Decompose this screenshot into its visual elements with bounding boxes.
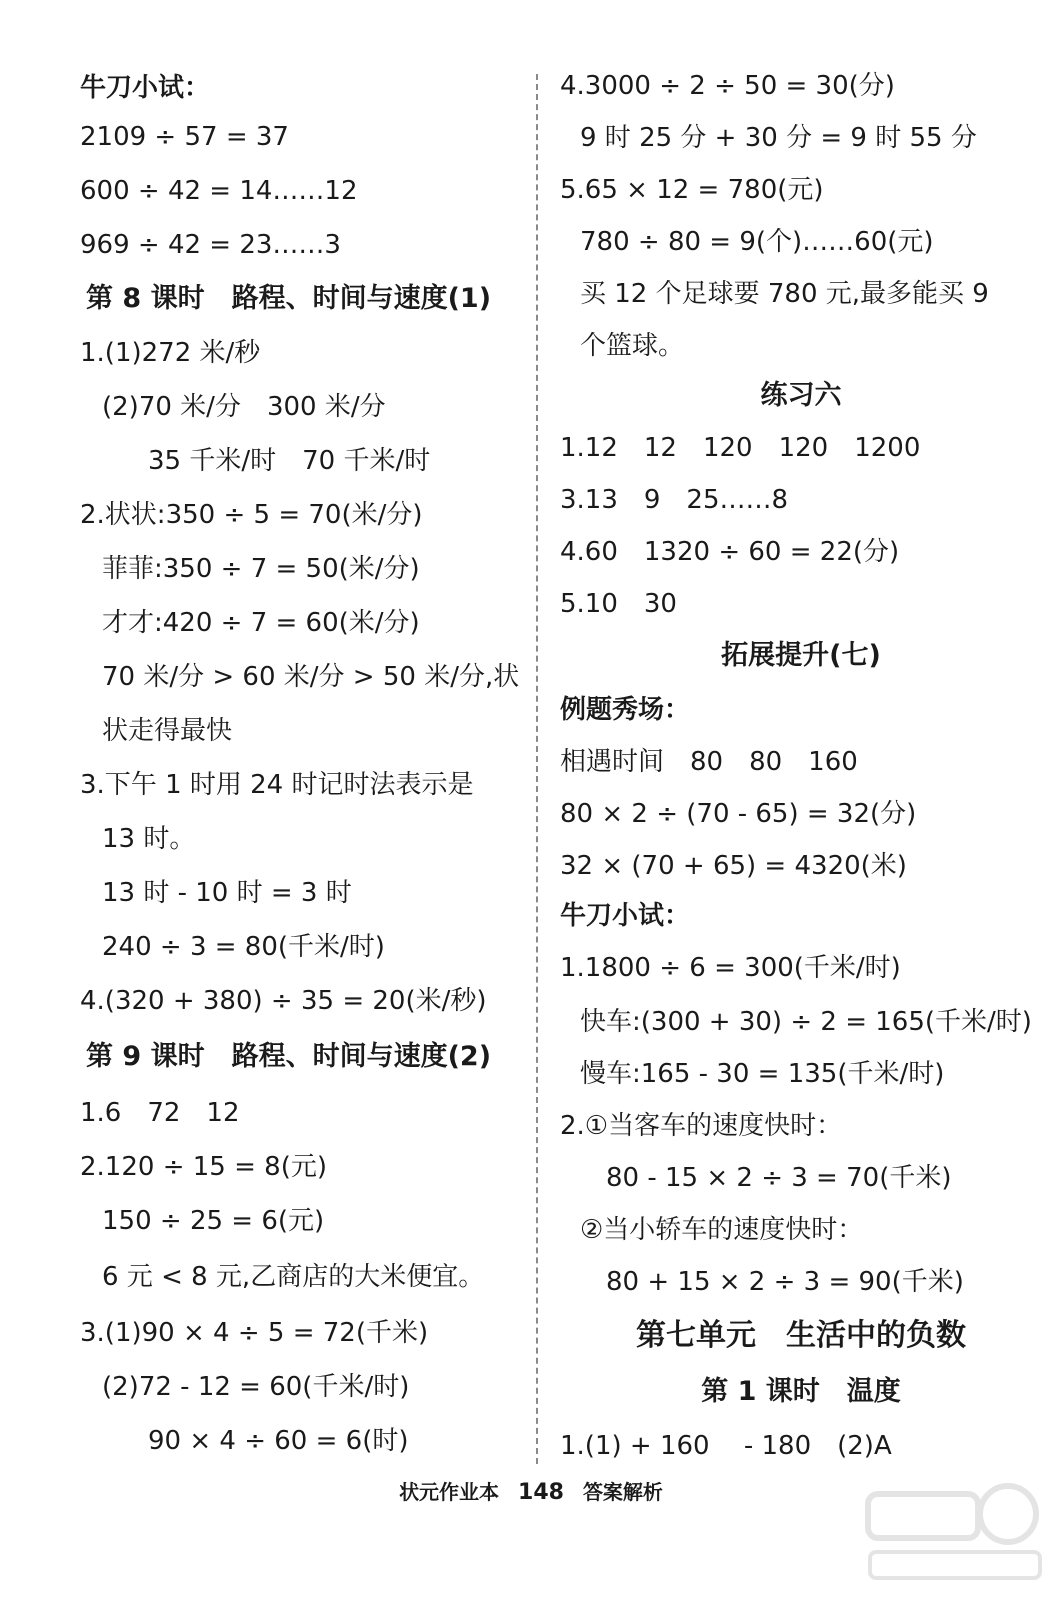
answer-line: 1.1800 ÷ 6 = 300(千米/时) <box>560 953 901 983</box>
watermark-logo <box>858 1476 1048 1586</box>
answer-line: 2109 ÷ 57 = 37 <box>80 122 289 152</box>
answer-line: 2.①当客车的速度快时： <box>560 1111 843 1141</box>
section-heading: 练习六 <box>760 380 842 411</box>
answer-line: ②当小轿车的速度快时： <box>580 1215 864 1245</box>
footer-section-title: 答案解析 <box>582 1480 663 1504</box>
lesson-heading: 第 8 课时 路程、时间与速度(1) <box>86 283 492 314</box>
answer-line: 80 - 15 × 2 ÷ 3 = 70(千米) <box>606 1163 952 1193</box>
section-heading: 第七单元 生活中的负数 <box>636 1318 966 1353</box>
answer-line: 32 × (70 + 65) = 4320(米) <box>560 851 907 881</box>
answer-line: 才才:420 ÷ 7 = 60(米/分) <box>102 608 420 638</box>
section-heading: 第 1 课时 温度 <box>701 1376 901 1407</box>
answer-line: 2.状状:350 ÷ 5 = 70(米/分) <box>80 500 423 530</box>
answer-line: (2)72 - 12 = 60(千米/时) <box>102 1372 410 1402</box>
answer-line: 1.12 12 120 120 1200 <box>560 433 921 463</box>
answer-line: 慢车:165 - 30 = 135(千米/时) <box>580 1059 945 1089</box>
column-divider <box>536 74 538 1464</box>
answer-line: 2.120 ÷ 15 = 8(元) <box>80 1152 327 1182</box>
answer-line: 4.60 1320 ÷ 60 = 22(分) <box>560 537 900 567</box>
answer-line: 5.65 × 12 = 780(元) <box>560 175 824 205</box>
answer-line: 买 12 个足球要 780 元,最多能买 9 <box>580 279 989 309</box>
answer-line: 13 时。 <box>102 824 196 854</box>
subsection-label: 牛刀小试： <box>560 901 691 931</box>
answer-line: 969 ÷ 42 = 23……3 <box>80 230 341 260</box>
answer-line: 600 ÷ 42 = 14……12 <box>80 176 358 206</box>
answer-line: 相遇时间 80 80 160 <box>560 747 858 777</box>
answer-line: 6 元 < 8 元,乙商店的大米便宜。 <box>102 1262 485 1292</box>
answer-line: 5.10 30 <box>560 589 677 619</box>
answer-line: 3.下午 1 时用 24 时记时法表示是 <box>80 770 474 800</box>
answer-line: 菲菲:350 ÷ 7 = 50(米/分) <box>102 554 420 584</box>
answer-line: 80 × 2 ÷ (70 - 65) = 32(分) <box>560 799 917 829</box>
subsection-label: 牛刀小试： <box>80 73 211 103</box>
answer-line: 个篮球。 <box>580 331 685 361</box>
lesson-heading: 第 9 课时 路程、时间与速度(2) <box>86 1041 492 1072</box>
answer-line: 9 时 25 分 + 30 分 = 9 时 55 分 <box>580 123 977 153</box>
answer-line: 150 ÷ 25 = 6(元) <box>102 1206 325 1236</box>
answer-line: 1.6 72 12 <box>80 1098 240 1128</box>
answer-line: 状走得最快 <box>102 716 233 746</box>
answer-line: (2)70 米/分 300 米/分 <box>102 392 386 422</box>
answer-line: 4.(320 + 380) ÷ 35 = 20(米/秒) <box>80 986 487 1016</box>
answer-line: 快车:(300 + 30) ÷ 2 = 165(千米/时) <box>580 1007 1032 1037</box>
answer-line: 3.(1)90 × 4 ÷ 5 = 72(千米) <box>80 1318 429 1348</box>
answer-line: 80 + 15 × 2 ÷ 3 = 90(千米) <box>606 1267 964 1297</box>
answer-line: 780 ÷ 80 = 9(个)……60(元) <box>580 227 934 257</box>
answer-line: 13 时 - 10 时 = 3 时 <box>102 878 352 908</box>
answer-line: 90 × 4 ÷ 60 = 6(时) <box>148 1426 409 1456</box>
answer-line: 70 米/分 > 60 米/分 > 50 米/分,状 <box>102 662 520 692</box>
subsection-label: 例题秀场： <box>560 695 691 725</box>
answer-line: 1.(1) + 160 - 180 (2)A <box>560 1431 892 1461</box>
footer-book-title: 状元作业本 <box>399 1480 500 1504</box>
answer-line: 3.13 9 25……8 <box>560 485 789 515</box>
answer-line: 4.3000 ÷ 2 ÷ 50 = 30(分) <box>560 71 895 101</box>
answer-line: 240 ÷ 3 = 80(千米/时) <box>102 932 385 962</box>
answer-line: 35 千米/时 70 千米/时 <box>148 446 431 476</box>
answer-line: 1.(1)272 米/秒 <box>80 338 261 368</box>
section-heading: 拓展提升(七) <box>721 640 881 671</box>
page-number: 148 <box>518 1480 564 1505</box>
